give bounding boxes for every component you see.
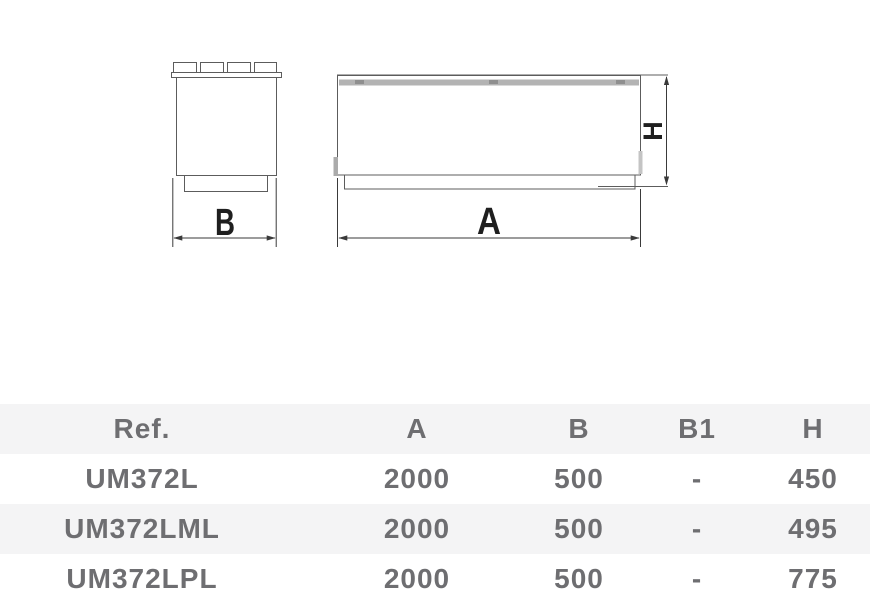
arrow-right-icon — [631, 235, 640, 240]
cell-a: 2000 — [383, 463, 451, 494]
cell-h: 450 — [788, 463, 838, 494]
arrow-down-icon — [664, 177, 669, 186]
arrow-left-icon — [338, 235, 347, 240]
h-dimension — [638, 76, 669, 186]
cell-b1: - — [691, 463, 703, 494]
arrow-right-icon — [267, 235, 276, 240]
cell-b1: - — [691, 513, 703, 544]
cell-b1: - — [691, 563, 703, 594]
cell-b: 500 — [554, 563, 604, 594]
col-header-h: H — [802, 413, 824, 444]
cell-ref: UM372LML — [64, 513, 220, 544]
left-bracket — [334, 157, 339, 176]
top-plate — [172, 73, 282, 78]
top-tab — [174, 63, 197, 73]
cell-h: 495 — [788, 513, 838, 544]
col-header-b: B — [568, 413, 590, 444]
front-view — [334, 75, 669, 189]
band-clip — [489, 80, 498, 84]
side-body — [177, 78, 277, 176]
cell-b: 500 — [554, 463, 604, 494]
cell-a: 2000 — [383, 513, 451, 544]
top-tab — [228, 63, 251, 73]
table-row — [0, 554, 870, 604]
front-body — [338, 76, 641, 176]
col-header-a: A — [406, 413, 428, 444]
dim-label-b: B — [215, 202, 235, 244]
arrow-up-icon — [664, 76, 669, 85]
technical-drawing — [0, 0, 870, 300]
bottom-grille-side — [185, 176, 268, 192]
side-view — [172, 63, 282, 192]
band-clip — [355, 80, 364, 84]
dim-label-h: H — [638, 121, 668, 141]
top-tab — [201, 63, 224, 73]
table-row — [0, 454, 870, 504]
right-bracket — [639, 151, 643, 174]
cell-ref: UM372L — [85, 463, 199, 494]
cell-b: 500 — [554, 513, 604, 544]
bottom-grille-front — [345, 175, 636, 189]
cell-ref: UM372LPL — [66, 563, 218, 594]
dim-label-a: A — [477, 201, 501, 243]
col-header-b1: B1 — [678, 413, 716, 444]
table-row — [0, 504, 870, 554]
table-header-row — [0, 404, 870, 454]
top-tab — [255, 63, 277, 73]
cell-a: 2000 — [383, 563, 451, 594]
band-clip — [616, 80, 625, 84]
col-header-ref: Ref. — [113, 413, 171, 444]
cell-h: 775 — [788, 563, 838, 594]
dimensions-table — [0, 404, 870, 604]
arrow-left-icon — [173, 235, 182, 240]
